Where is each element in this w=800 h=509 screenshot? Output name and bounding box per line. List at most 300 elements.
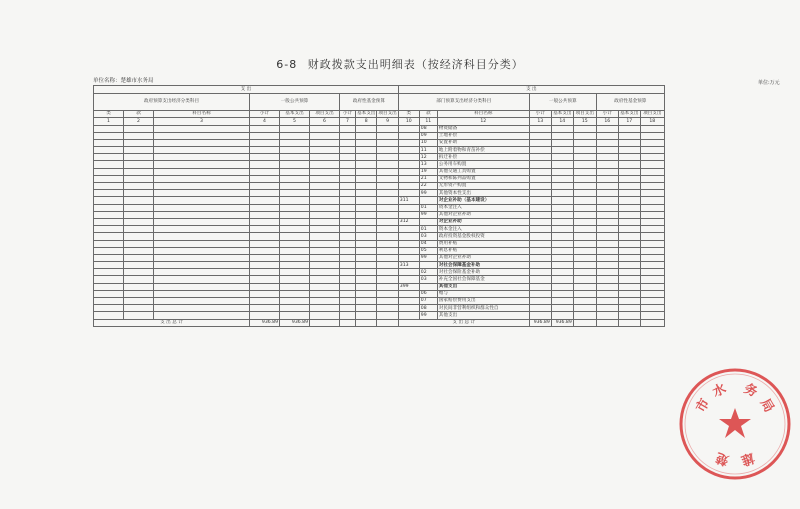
row-cell — [340, 254, 356, 261]
row-cell — [529, 305, 551, 312]
row-cell — [310, 247, 340, 254]
table-row — [94, 276, 665, 283]
row-cell — [340, 175, 356, 182]
row-kuan: 08 — [419, 125, 437, 132]
table-row — [94, 262, 665, 269]
row-cell — [280, 161, 310, 168]
row-subject-name: 补充全国社会保障基金 — [437, 276, 529, 283]
row-cell — [154, 154, 250, 161]
row-cell — [154, 190, 250, 197]
row-cell — [377, 226, 398, 233]
right-group-header: 支 出 — [398, 86, 664, 94]
row-cell — [377, 154, 398, 161]
row-cell — [551, 254, 573, 261]
row-kuan: 03 — [419, 276, 437, 283]
row-cell — [377, 290, 398, 297]
row-cell — [154, 283, 250, 290]
row-cell — [250, 254, 280, 261]
row-cell — [124, 269, 154, 276]
row-cell — [640, 132, 664, 139]
row-cell — [94, 161, 124, 168]
row-cell — [640, 218, 664, 225]
column-number: 5 — [280, 118, 310, 126]
column-number: 16 — [596, 118, 618, 126]
row-cell — [356, 168, 377, 175]
row-cell — [640, 204, 664, 211]
row-cell — [250, 262, 280, 269]
row-kuan: 21 — [419, 175, 437, 182]
row-cell — [280, 147, 310, 154]
col-lei: 类 — [94, 110, 124, 118]
row-cell — [640, 276, 664, 283]
row-cell — [250, 312, 280, 319]
row-cell — [280, 139, 310, 146]
table-row — [94, 132, 665, 139]
table-row — [94, 125, 665, 132]
row-cell — [154, 211, 250, 218]
row-cell — [154, 262, 250, 269]
row-cell — [377, 125, 398, 132]
row-cell — [310, 175, 340, 182]
row-cell — [640, 175, 664, 182]
col-project: 项目支出 — [573, 110, 596, 118]
row-cell — [596, 283, 618, 290]
row-cell — [529, 154, 551, 161]
total-row — [94, 319, 665, 327]
row-cell — [551, 211, 573, 218]
row-lei — [398, 183, 419, 190]
row-cell — [551, 161, 573, 168]
row-lei — [398, 254, 419, 261]
row-kuan: 11 — [419, 147, 437, 154]
row-cell — [596, 305, 618, 312]
row-cell — [618, 312, 640, 319]
row-cell — [596, 233, 618, 240]
row-subject-name: 赠与 — [437, 290, 529, 297]
row-cell — [154, 312, 250, 319]
row-cell — [618, 190, 640, 197]
row-cell — [596, 226, 618, 233]
row-cell — [280, 226, 310, 233]
row-cell — [310, 139, 340, 146]
table-row — [94, 161, 665, 168]
row-cell — [573, 283, 596, 290]
right-general-budget-header: 一般公共预算 — [529, 93, 596, 110]
row-cell — [573, 211, 596, 218]
row-cell — [377, 211, 398, 218]
row-cell — [340, 312, 356, 319]
row-cell — [529, 197, 551, 204]
row-cell — [618, 305, 640, 312]
column-number: 11 — [419, 118, 437, 126]
row-cell — [640, 226, 664, 233]
row-cell — [596, 161, 618, 168]
row-cell — [280, 168, 310, 175]
row-cell — [640, 269, 664, 276]
row-cell — [94, 233, 124, 240]
row-kuan: 19 — [419, 168, 437, 175]
row-cell — [250, 233, 280, 240]
row-cell — [618, 125, 640, 132]
row-lei — [398, 147, 419, 154]
row-cell — [529, 161, 551, 168]
row-cell — [377, 247, 398, 254]
row-cell — [596, 211, 618, 218]
row-subject-name: 其他支出 — [437, 312, 529, 319]
row-cell — [573, 298, 596, 305]
row-cell — [124, 290, 154, 297]
column-number: 12 — [437, 118, 529, 126]
row-cell — [310, 226, 340, 233]
col-project: 项目支出 — [378, 111, 397, 117]
row-cell — [340, 168, 356, 175]
row-cell — [573, 147, 596, 154]
unit-label: 单位:万元 — [758, 80, 780, 86]
row-cell — [94, 147, 124, 154]
row-cell — [596, 218, 618, 225]
row-kuan: 01 — [419, 226, 437, 233]
row-cell — [356, 218, 377, 225]
row-cell — [154, 197, 250, 204]
row-lei — [398, 233, 419, 240]
row-cell — [551, 298, 573, 305]
row-lei — [398, 276, 419, 283]
row-cell — [124, 283, 154, 290]
row-cell — [377, 240, 398, 247]
row-cell — [573, 247, 596, 254]
row-cell — [596, 269, 618, 276]
row-subject-name: 物资储备 — [437, 125, 529, 132]
row-cell — [618, 269, 640, 276]
row-lei — [398, 168, 419, 175]
row-cell — [154, 269, 250, 276]
row-kuan: 02 — [419, 269, 437, 276]
row-cell — [94, 305, 124, 312]
row-cell — [640, 125, 664, 132]
row-subject-name: 对社会保险基金补助 — [437, 269, 529, 276]
row-cell — [124, 154, 154, 161]
row-cell — [529, 290, 551, 297]
row-cell — [154, 175, 250, 182]
row-cell — [551, 183, 573, 190]
row-lei — [398, 247, 419, 254]
row-cell — [94, 168, 124, 175]
row-cell — [340, 125, 356, 132]
column-number: 14 — [551, 118, 573, 126]
row-cell — [94, 276, 124, 283]
row-cell — [124, 254, 154, 261]
row-cell — [618, 233, 640, 240]
row-subject-name: 资本金注入 — [437, 204, 529, 211]
row-cell — [529, 247, 551, 254]
row-cell — [280, 269, 310, 276]
row-cell — [529, 190, 551, 197]
row-kuan — [419, 218, 437, 225]
row-cell — [280, 290, 310, 297]
row-lei: 312 — [398, 218, 419, 225]
row-cell — [356, 247, 377, 254]
row-cell — [377, 283, 398, 290]
row-cell — [280, 247, 310, 254]
table-row — [94, 218, 665, 225]
left-total-fund-basic — [356, 319, 377, 327]
row-cell — [250, 247, 280, 254]
row-cell — [124, 233, 154, 240]
row-cell — [551, 175, 573, 182]
row-kuan — [419, 262, 437, 269]
row-cell — [124, 197, 154, 204]
row-cell — [250, 161, 280, 168]
row-cell — [618, 161, 640, 168]
row-cell — [551, 290, 573, 297]
row-subject-name: 利息补贴 — [437, 247, 529, 254]
row-cell — [551, 154, 573, 161]
row-kuan: 03 — [419, 233, 437, 240]
row-cell — [640, 290, 664, 297]
row-cell — [356, 139, 377, 146]
row-cell — [356, 175, 377, 182]
row-cell — [640, 283, 664, 290]
row-cell — [340, 290, 356, 297]
row-cell — [640, 190, 664, 197]
row-cell — [94, 139, 124, 146]
table-body — [94, 125, 665, 319]
row-cell — [356, 269, 377, 276]
row-lei: 313 — [398, 262, 419, 269]
left-total-project — [310, 319, 340, 327]
row-subject-name: 其他交通工具购置 — [437, 168, 529, 175]
row-cell — [551, 125, 573, 132]
row-cell — [154, 240, 250, 247]
row-cell — [154, 276, 250, 283]
row-cell — [310, 211, 340, 218]
row-cell — [618, 139, 640, 146]
row-lei — [398, 290, 419, 297]
right-total-fund-subtotal — [596, 319, 618, 327]
row-lei — [398, 204, 419, 211]
row-cell — [154, 254, 250, 261]
row-cell — [280, 240, 310, 247]
row-cell — [94, 298, 124, 305]
row-subject-name: 国家赔偿费用支出 — [437, 298, 529, 305]
row-cell — [154, 147, 250, 154]
row-cell — [529, 125, 551, 132]
row-cell — [340, 197, 356, 204]
col-basic: 基本支出 — [553, 111, 572, 117]
row-cell — [280, 276, 310, 283]
table-row — [94, 269, 665, 276]
row-cell — [377, 168, 398, 175]
left-total-fund-subtotal — [340, 319, 356, 327]
row-cell — [310, 125, 340, 132]
row-cell — [640, 168, 664, 175]
row-cell — [280, 190, 310, 197]
row-cell — [154, 204, 250, 211]
column-number: 18 — [640, 118, 664, 126]
table-row — [94, 312, 665, 319]
row-cell — [640, 161, 664, 168]
row-cell — [356, 125, 377, 132]
col-basic: 基本支出 — [357, 111, 376, 117]
row-cell — [94, 254, 124, 261]
row-cell — [377, 175, 398, 182]
row-lei — [398, 240, 419, 247]
row-cell — [94, 125, 124, 132]
col-subject-name: 科目名称 — [437, 110, 529, 118]
col-kuan: 款 — [124, 110, 154, 118]
row-cell — [551, 247, 573, 254]
table-row — [94, 190, 665, 197]
row-cell — [377, 197, 398, 204]
row-cell — [124, 204, 154, 211]
row-cell — [377, 183, 398, 190]
row-cell — [154, 125, 250, 132]
row-cell — [94, 218, 124, 225]
row-cell — [124, 211, 154, 218]
col-basic: 基本支出 — [280, 110, 310, 118]
row-kuan: 12 — [419, 154, 437, 161]
row-cell — [551, 269, 573, 276]
row-cell — [154, 139, 250, 146]
row-cell — [250, 183, 280, 190]
table-row — [94, 154, 665, 161]
row-cell — [529, 132, 551, 139]
row-cell — [310, 262, 340, 269]
row-cell — [573, 233, 596, 240]
row-cell — [280, 175, 310, 182]
row-cell — [573, 254, 596, 261]
left-total-fund-project — [377, 319, 398, 327]
row-cell — [596, 132, 618, 139]
row-cell — [250, 211, 280, 218]
row-cell — [250, 240, 280, 247]
row-cell — [250, 298, 280, 305]
row-cell — [310, 132, 340, 139]
row-cell — [124, 147, 154, 154]
row-cell — [529, 204, 551, 211]
row-kuan: 99 — [419, 254, 437, 261]
row-subject-name: 地上附着物和青苗补偿 — [437, 147, 529, 154]
table-row — [94, 139, 665, 146]
row-cell — [529, 211, 551, 218]
seal-char: 楚 — [713, 449, 732, 468]
row-cell — [573, 226, 596, 233]
row-cell — [618, 218, 640, 225]
row-cell — [356, 276, 377, 283]
row-cell — [94, 269, 124, 276]
right-total-basic: 936.89 — [551, 319, 573, 327]
row-cell — [551, 139, 573, 146]
row-cell — [573, 168, 596, 175]
row-cell — [124, 183, 154, 190]
row-subject-name: 土地补偿 — [437, 132, 529, 139]
row-cell — [618, 204, 640, 211]
column-number: 4 — [250, 118, 280, 126]
row-cell — [94, 312, 124, 319]
row-cell — [356, 298, 377, 305]
row-cell — [551, 312, 573, 319]
row-cell — [124, 240, 154, 247]
row-cell — [310, 305, 340, 312]
row-cell — [310, 233, 340, 240]
row-cell — [573, 161, 596, 168]
table-row — [94, 247, 665, 254]
table-number: 6-8 — [276, 58, 298, 71]
row-cell — [280, 283, 310, 290]
row-cell — [154, 290, 250, 297]
row-cell — [596, 204, 618, 211]
row-cell — [596, 240, 618, 247]
row-cell — [154, 247, 250, 254]
row-kuan: 99 — [419, 211, 437, 218]
row-cell — [250, 226, 280, 233]
column-number: 17 — [618, 118, 640, 126]
row-cell — [551, 305, 573, 312]
row-cell — [640, 183, 664, 190]
row-cell — [573, 305, 596, 312]
official-seal — [675, 364, 795, 484]
row-lei — [398, 161, 419, 168]
row-cell — [640, 211, 664, 218]
row-cell — [356, 147, 377, 154]
row-cell — [596, 175, 618, 182]
row-cell — [640, 247, 664, 254]
row-cell — [356, 233, 377, 240]
row-subject-name: 对企业补助 — [437, 218, 529, 225]
right-fund-budget-header: 政府性基金预算 — [596, 93, 664, 110]
row-cell — [551, 276, 573, 283]
table-row — [94, 211, 665, 218]
row-cell — [356, 254, 377, 261]
row-cell — [596, 298, 618, 305]
row-subject-name: 其他支出 — [437, 283, 529, 290]
row-lei — [398, 175, 419, 182]
row-cell — [377, 190, 398, 197]
row-cell — [250, 168, 280, 175]
row-cell — [124, 262, 154, 269]
row-cell — [573, 125, 596, 132]
row-cell — [356, 204, 377, 211]
row-cell — [640, 154, 664, 161]
row-cell — [250, 218, 280, 225]
row-lei — [398, 211, 419, 218]
seal-char: 市 — [693, 396, 714, 416]
row-kuan: 04 — [419, 240, 437, 247]
row-lei: 399 — [398, 283, 419, 290]
row-cell — [340, 298, 356, 305]
row-cell — [280, 197, 310, 204]
header-row-columns — [94, 110, 665, 118]
row-cell — [124, 298, 154, 305]
row-cell — [356, 226, 377, 233]
row-subject-name: 无形资产购置 — [437, 183, 529, 190]
row-cell — [250, 139, 280, 146]
row-cell — [340, 161, 356, 168]
row-cell — [124, 161, 154, 168]
row-cell — [356, 132, 377, 139]
row-cell — [310, 283, 340, 290]
row-cell — [618, 290, 640, 297]
table-row — [94, 233, 665, 240]
row-cell — [573, 240, 596, 247]
column-number: 1 — [94, 118, 124, 126]
row-cell — [551, 233, 573, 240]
row-cell — [94, 211, 124, 218]
row-cell — [618, 254, 640, 261]
row-cell — [280, 125, 310, 132]
column-number: 2 — [124, 118, 154, 126]
column-number: 15 — [573, 118, 596, 126]
